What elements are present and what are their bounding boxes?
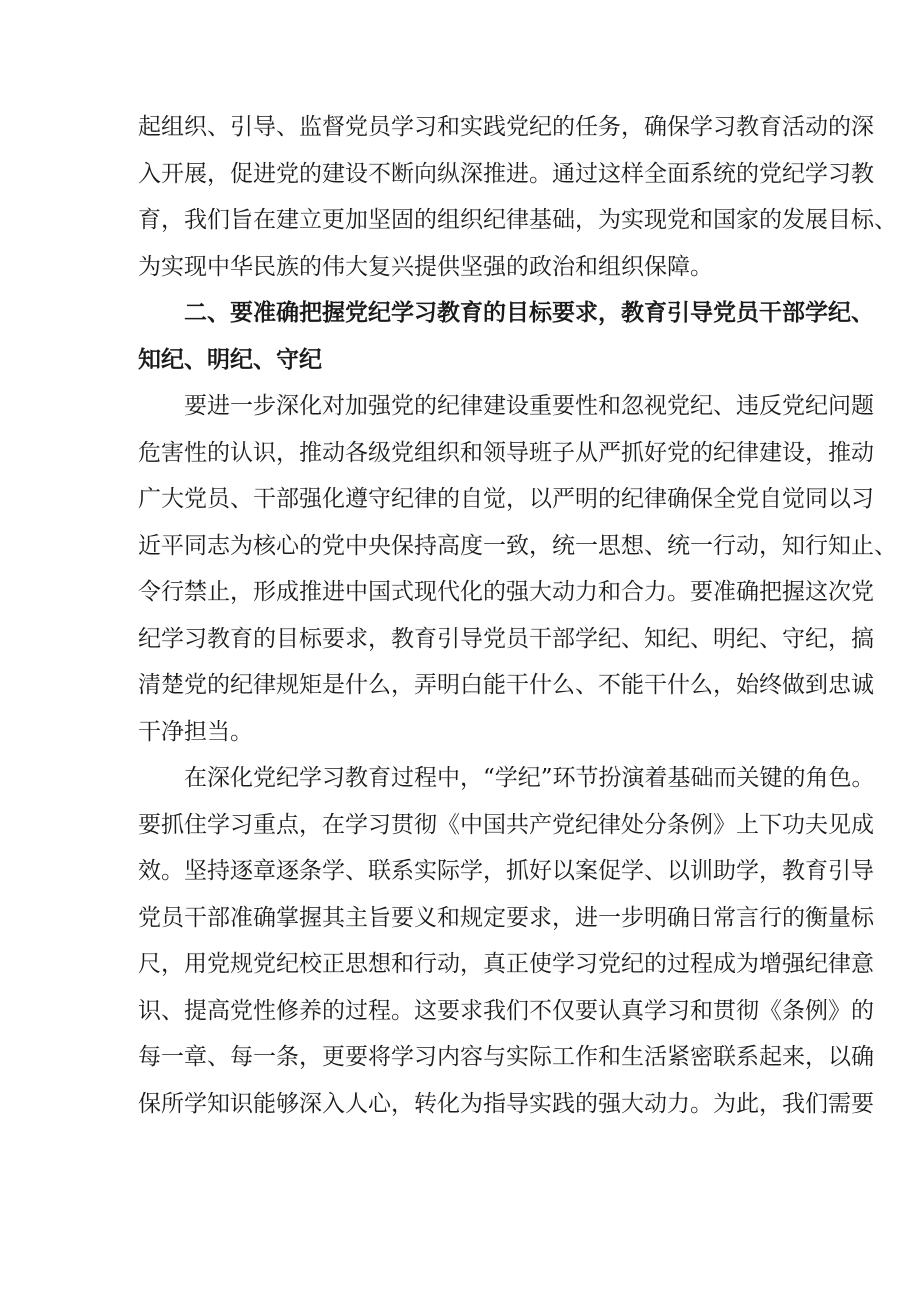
text-line: 广大党员、干部强化遵守纪律的自觉，以严明的纪律确保全党自觉同以习: [138, 486, 874, 512]
text-line: 为实现中华民族的伟大复兴提供坚强的政治和组织保障。: [138, 253, 713, 280]
text-line: 识、提高党性修养的过程。这要求我们不仅要认真学习和贯彻《条例》的: [138, 997, 874, 1024]
text-line: 纪学习教育的目标要求，教育引导党员干部学纪、知纪、明纪、守纪，搞: [138, 625, 874, 652]
text-line: 保所学知识能够深入人心，转化为指导实践的强大动力。为此，我们需要: [138, 1090, 874, 1117]
paragraph-continuation: [138, 104, 897, 290]
heading-line: 知纪、明纪、守纪: [138, 345, 322, 373]
text-line: 危害性的认识，推动各级党组织和领导班子从严抓好党的纪律建设，推动: [138, 439, 874, 466]
document-page: [138, 104, 897, 1127]
text-line: 近平同志为核心的党中央保持高度一致，统一思想、统一行动，知行知止、: [138, 532, 897, 559]
text-line: 干净担当。: [138, 718, 253, 745]
text-line: 党员干部准确掌握其主旨要义和规定要求，进一步明确日常言行的衡量标: [138, 904, 874, 931]
text-line: 育，我们旨在建立更加坚固的组织纪律基础，为实现党和国家的发展目标、: [138, 207, 897, 233]
paragraph-objectives: [138, 383, 897, 755]
text-line: 要抓住学习重点，在学习贯彻《中国共产党纪律处分条例》上下功夫见成: [138, 811, 874, 838]
text-line: 要进一步深化对加强党的纪律建设重要性和忽视党纪、违反党纪问题: [184, 393, 874, 419]
text-line: 起组织、引导、监督党员学习和实践党纪的任务，确保学习教育活动的深: [138, 114, 874, 140]
text-line: 令行禁止，形成推进中国式现代化的强大动力和合力。要准确把握这次党: [138, 579, 874, 605]
heading-line: 二、要准确把握党纪学习教育的目标要求，教育引导党员干部学纪、: [184, 299, 874, 326]
text-line: 清楚党的纪律规矩是什么，弄明白能干什么、不能干什么，始终做到忠诚: [138, 672, 874, 698]
paragraph-study-discipline: [138, 755, 875, 1127]
text-line: 尺，用党规党纪校正思想和行动，真正使学习党纪的过程成为增强纪律意: [138, 951, 874, 977]
text-line: 入开展，促进党的建设不断向纵深推进。通过这样全面系统的党纪学习教: [138, 160, 874, 187]
section-heading: [138, 290, 874, 383]
text-line: 在深化党纪学习教育过程中，“学纪”环节扮演着基础而关键的角色。: [184, 765, 875, 791]
text-line: 每一章、每一条，更要将学习内容与实际工作和生活紧密联系起来，以确: [138, 1044, 874, 1070]
text-line: 效。坚持逐章逐条学、联系实际学，抓好以案促学、以训助学，教育引导: [138, 858, 874, 884]
